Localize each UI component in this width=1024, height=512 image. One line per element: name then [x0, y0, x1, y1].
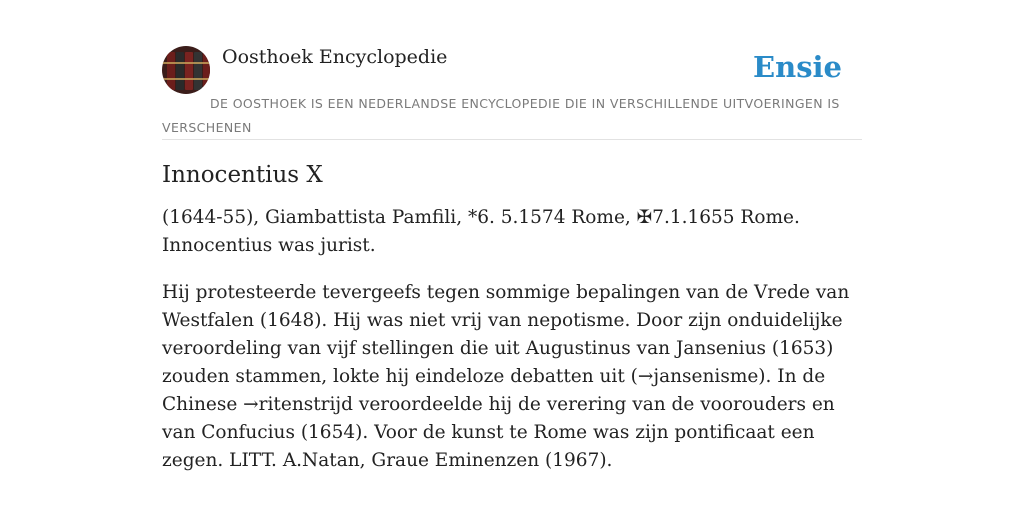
books-icon[interactable] — [162, 46, 210, 94]
site-description: DE OOSTHOEK IS EEN NEDERLANDSE ENCYCLOPEDIE DIE IN VERSCHILLENDE UITVOERINGEN IS VERSCHENEN — [162, 96, 840, 135]
brand-logo[interactable]: Ensie — [753, 50, 842, 84]
article-paragraph: Hij protesteerde tevergeefs tegen sommige bepalingen van de Vrede van Westfalen (1648). Hij was niet vrij van nepotisme. Door zijn onduidelijke veroordeling van vijf stellingen die uit Augustinus van Jansenius (1653) zouden stammen, lokte hij eindeloze debatten uit (→jansenisme). In de Chinese →ritenstrijd veroordeelde hij de verering van de voorouders en van Confucius (1654). Voor de kunst te Rome was zijn pontificaat een zegen. LITT. A.Natan, Graue Eminenzen (1967). — [162, 282, 850, 471]
site-title[interactable]: Oosthoek Encyclopedie — [222, 46, 448, 68]
site-header — [162, 46, 862, 140]
article-paragraph: (1644-55), Giambattista Pamfili, *6. 5.1574 Rome, ✠7.1.1655 Rome. Innocentius was jurist. — [162, 207, 800, 256]
article-title: Innocentius X — [162, 162, 323, 188]
article — [162, 162, 862, 494]
